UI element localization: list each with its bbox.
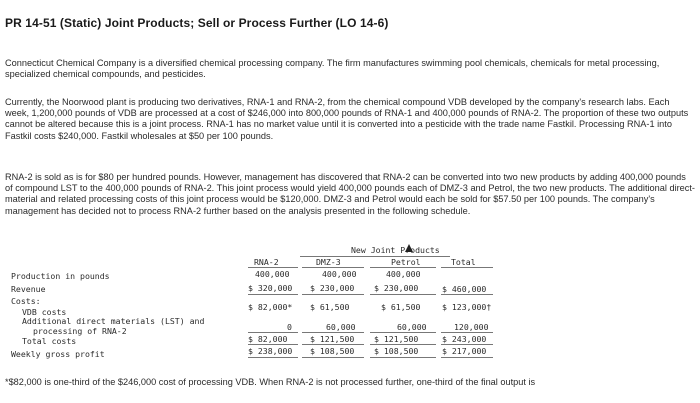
cell-total-costs-petrol: $ 121,500 xyxy=(374,334,419,344)
cell-additional-rna2: 0 xyxy=(287,322,292,332)
cell-weekly-dmz3: $ 108,500 xyxy=(310,346,355,356)
total-costs-rule-total xyxy=(441,344,493,345)
weekly-rule-petrol xyxy=(370,357,436,358)
cell-additional-dmz3: 60,000 xyxy=(326,322,356,332)
col-header-rna2: RNA-2 xyxy=(254,257,279,267)
paragraph-current-process: Currently, the Noorwood plant is producing two derivatives, RNA-1 and RNA-2, from the chemical compound VDB developed by the company's research labs. Each week, 1,200,000 pounds of VDB are processed at a cost of $246,000 into 800,000 pounds of RNA-1 and 400,000 pounds of RNA-2. The proportion of these two outputs cannot be altered because this is a joint process. RNA-1 has no market value until it is converted into a pesticide with the trade name Fastkil. Processing RNA-1 into Fastkil costs $240,000. Fastkil wholesales at $50 per 100 pounds. xyxy=(5,97,689,141)
weekly-rule-rna2 xyxy=(248,357,298,358)
cell-total-costs-total: $ 243,000 xyxy=(442,334,487,344)
cell-production-petrol: 400,000 xyxy=(386,269,421,279)
row-label-revenue: Revenue xyxy=(11,284,46,294)
paragraph-intro: Connecticut Chemical Company is a diversified chemical processing company. The firm manufactures swimming pool chemicals, chemicals for metal processing, specialized chemical compounds, and pesticides. xyxy=(5,58,660,80)
header-underline-dmz3 xyxy=(302,267,364,268)
additional-rule-petrol xyxy=(370,332,436,333)
cell-total-costs-rna2: $ 82,000 xyxy=(248,334,288,344)
cell-revenue-petrol: $ 230,000 xyxy=(374,283,419,293)
weekly-rule-total xyxy=(441,357,493,358)
row-label-additional-1: Additional direct materials (LST) and xyxy=(22,316,205,326)
additional-rule-total xyxy=(441,332,493,333)
problem-title: PR 14-51 (Static) Joint Products; Sell or Process Further (LO 14-6) xyxy=(5,16,389,30)
cell-weekly-total: $ 217,000 xyxy=(442,346,487,356)
row-label-additional-2: processing of RNA-2 xyxy=(33,326,127,336)
header-underline-rna2 xyxy=(248,267,298,268)
col-header-total: Total xyxy=(451,257,476,267)
total-costs-rule-dmz3 xyxy=(302,344,364,345)
row-label-weekly-gross-profit: Weekly gross profit xyxy=(11,349,105,359)
row-label-vdb: VDB costs xyxy=(22,307,67,317)
cell-additional-total: 120,000 xyxy=(454,322,489,332)
cell-vdb-total: $ 123,000† xyxy=(442,302,492,312)
cell-total-costs-dmz3: $ 121,500 xyxy=(310,334,355,344)
paragraph-rna2-option: RNA-2 is sold as is for $80 per hundred pounds. However, management has discovered that RNA-2 can be converted into two new products by adding 400,000 pounds of compound LST to the 400,000 pounds of RNA-2. This joint process would yield 400,000 pounds each of DMZ-3 and Petrol, the two new products. The additional direct-material and related processing costs of this joint process would be $120,000. DMZ-3 and Petrol would each be sold for $57.50 per 100 pounds. The company's management has decided not to process RNA-2 further based on the analysis presented in the following schedule. xyxy=(5,172,695,216)
cell-revenue-total: $ 460,000 xyxy=(442,284,487,294)
cell-vdb-rna2: $ 82,000* xyxy=(248,302,293,312)
col-header-dmz3: DMZ-3 xyxy=(316,257,341,267)
revenue-rule-dmz3 xyxy=(302,294,364,295)
total-costs-rule-rna2 xyxy=(248,344,298,345)
header-underline-total xyxy=(441,267,493,268)
revenue-rule-petrol xyxy=(370,294,436,295)
header-underline-petrol xyxy=(370,267,436,268)
additional-rule-rna2 xyxy=(248,332,298,333)
row-label-production: Production in pounds xyxy=(11,271,110,281)
additional-rule-dmz3 xyxy=(302,332,364,333)
revenue-rule-total xyxy=(441,294,493,295)
row-label-costs: Costs: xyxy=(11,296,41,306)
mouse-cursor-icon xyxy=(405,244,413,252)
total-costs-rule-petrol xyxy=(370,344,436,345)
cell-production-rna2: 400,000 xyxy=(255,269,290,279)
cell-production-dmz3: 400,000 xyxy=(322,269,357,279)
cell-revenue-dmz3: $ 230,000 xyxy=(310,283,355,293)
col-header-petrol: Petrol xyxy=(391,257,421,267)
cell-vdb-dmz3: $ 61,500 xyxy=(310,302,350,312)
cell-vdb-petrol: $ 61,500 xyxy=(381,302,421,312)
group-header-new-joint-products: New Joint Products xyxy=(351,245,440,255)
footnote: *$82,000 is one-third of the $246,000 cost of processing VDB. When RNA-2 is not processed further, one-third of the final output is xyxy=(5,377,536,387)
cell-weekly-rna2: $ 238,000 xyxy=(248,346,293,356)
weekly-rule-dmz3 xyxy=(302,357,364,358)
row-label-total-costs: Total costs xyxy=(22,336,77,346)
revenue-rule-rna2 xyxy=(248,294,298,295)
cell-additional-petrol: 60,000 xyxy=(397,322,427,332)
cell-revenue-rna2: $ 320,000 xyxy=(248,283,293,293)
cell-weekly-petrol: $ 108,500 xyxy=(374,346,419,356)
